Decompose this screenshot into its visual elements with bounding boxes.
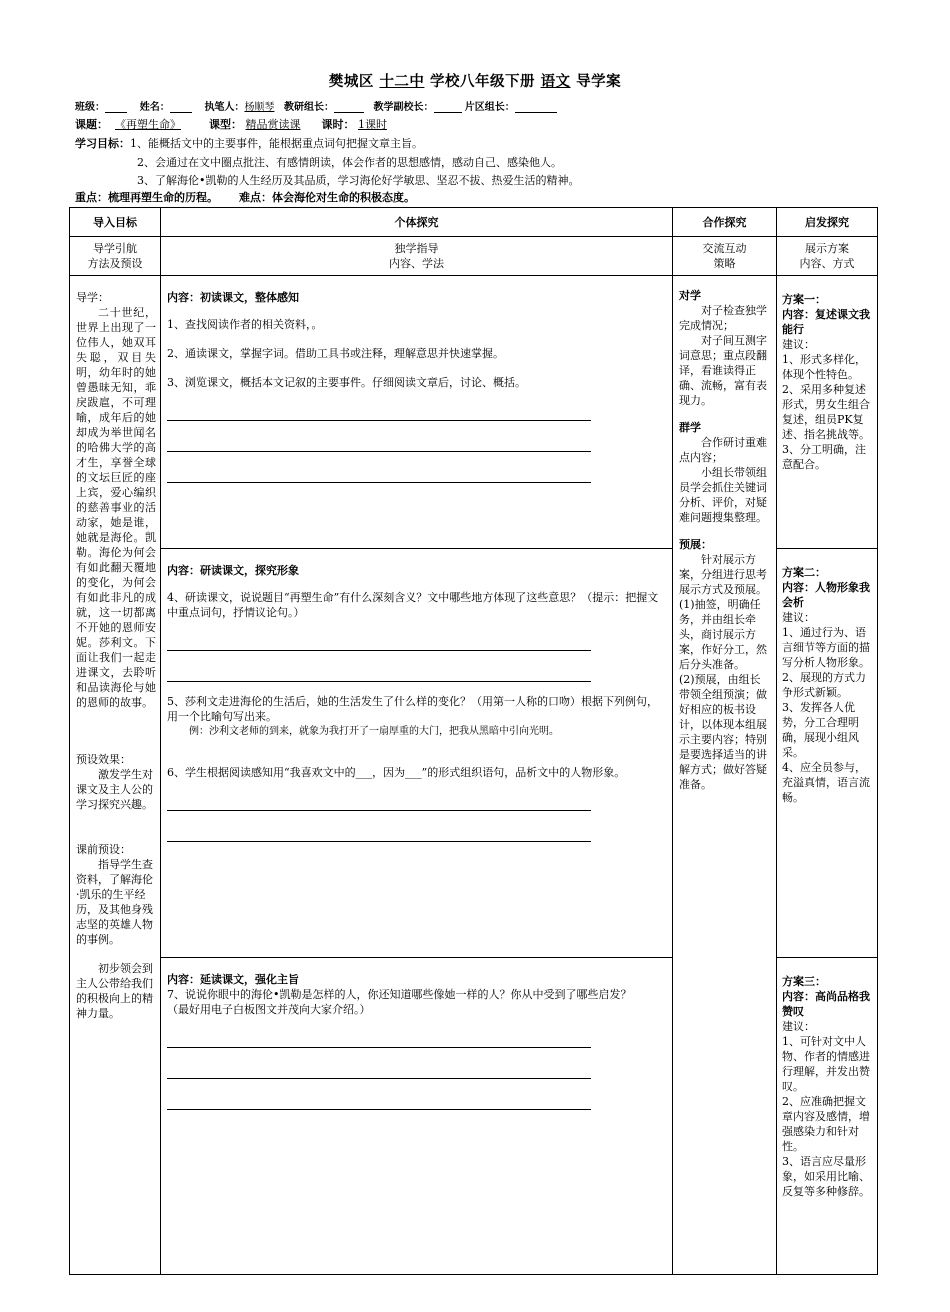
plan-3: 方案三： 内容：高尚品格我赞叹 建议： 1、可针对文中人物、作者的情感进行理解，并发出赞叹。 2、应准确把握文章内容及感情，增强感染力和针对性。 3、语言应尽量形象，如采用比喻、反复等多种修辞。 (777, 958, 878, 1275)
cooperative-column: 对学 对子检查独学完成情况； 对子间互测字词意思；重点段翻译，看谁读得正确、流畅，富有表现力。 群学 合作研讨重难点内容； 小组长带领组员学会抓住关键词分析、评价，对疑难问题搜集整理。 预展： 针对展示方案，分组进行思考展示方式及预展。 (1)抽签，明确任务，并由组长牵头，商讨展示方案，作好分工，然后分头准备。 (2)预展，由组长带领全组预演；做好相应的板书设计，以体现本组展示主要内容；特别是要选择适当的讲解方式；做好答疑准备。 (673, 276, 777, 1275)
section-2 (161, 549, 673, 958)
sub-header-3: 交流互动 策略 (673, 237, 777, 276)
answer-line[interactable] (167, 1017, 591, 1048)
answer-line[interactable] (167, 1048, 591, 1079)
focus-line: 重点：梳理再塑生命的历程。 难点：体会海伦对生命的积极态度。 (75, 191, 415, 204)
answer-line[interactable] (167, 1079, 591, 1110)
question-5: 5、莎利文走进海伦的生活后，她的生活发生了什么样的变化？（用第一人称的口吻）根据下列例句，用一个比喻句写出来。 (167, 695, 658, 723)
answer-line[interactable] (167, 811, 591, 842)
header-inspire: 启发探究 (777, 208, 878, 237)
header-cooperative: 合作探究 (673, 208, 777, 237)
answer-line[interactable] (167, 421, 591, 452)
question-7-note: （最好用电子白板图文并茂向大家介绍。） (167, 1003, 371, 1016)
example-sentence: 例：沙利文老师的到来，就象为我打开了一扇厚重的大门，把我从黑暗中引向光明。 (189, 726, 559, 737)
study-table (69, 207, 878, 1275)
answer-line[interactable] (167, 452, 591, 483)
info-line: 班级： 姓名： 执笔人：杨顺琴 教研组长： 教学副校长： 片区组长： (75, 98, 557, 113)
page-title: 樊城区 十二中 学校八年级下册 语文 导学案 (328, 73, 622, 90)
goals: 学习目标：1、能概括文中的主要事件，能根据重点词句把握文章主旨。 (75, 137, 423, 150)
section-1-title: 内容：初读课文，整体感知 (167, 291, 299, 304)
header-intro: 导入目标 (70, 208, 161, 237)
subject-name: 语文 (540, 73, 571, 90)
question-6: 6、学生根据阅读感知用“我喜欢文中的___，因为___”的形式组织语句，品析文中的人物形象。 (167, 766, 626, 779)
question-7: 7、说说你眼中的海伦•凯勒是怎样的人，你还知道哪些像她一样的人？你从中受到了哪些启发？ (167, 988, 632, 1001)
question-2: 2、通读课文，掌握字词。借助工具书或注释，理解意思并快速掌握。 (167, 347, 504, 360)
question-1: 1、查找阅读作者的相关资料，。 (167, 318, 323, 331)
section-3 (161, 958, 673, 1275)
answer-line[interactable] (167, 780, 591, 811)
sub-header-1: 导学引航 方法及预设 (70, 237, 161, 276)
goal-2: 2、会通过在文中圈点批注、有感情朗读，体会作者的思想感情，感动自己、感染他人。 (137, 156, 562, 169)
school-name: 十二中 (379, 73, 425, 90)
goal-3: 3、了解海伦•凯勒的人生经历及其品质，学习海伦好学敏思、坚忍不拔、热爱生活的精神。 (137, 174, 580, 187)
answer-line[interactable] (167, 390, 591, 421)
plan-1: 方案一： 内容：复述课文我能行 建议： 1、形式多样化，体现个性特色。 2、采用多种复述形式，男女生组合复述，组员PK复述、指名挑战等。 3、分工明确，注意配合。 (777, 276, 878, 549)
header-individual: 个体探究 (161, 208, 673, 237)
answer-line[interactable] (167, 620, 591, 651)
section-1 (161, 276, 673, 549)
sub-header-2: 独学指导 内容、学法 (161, 237, 673, 276)
intro-column: 导学： 二十世纪，世界上出现了一位伟人，她双耳失聪，双目失明，幼年时的她曾愚昧无知，乖戾跋扈，不可理喻，成年后的她却成为举世闻名的哈佛大学的高才生，享誉全球的文坛巨匠的座上宾，爱心编织的慈善事业的活动家，她是谁，她就是海伦。凯勒。海伦为何会有如此翻天覆地的变化，为何会有如此非凡的成就，这一切都离不开她的恩师安妮。莎利文。下面让我们一起走进课文，去聆听和品读海伦与她的恩师的故事。 预设效果： 激发学生对课文及主人公的学习探究兴趣。 课前预设： 指导学生查资料，了解海伦·凯乐的生平经历，及其他身残志坚的英雄人物的事例。 初步领会到主人公带给我们的积极向上的精神力量。 (70, 276, 161, 1275)
plan-2: 方案二： 内容：人物形象我会析 建议： 1、通过行为、语言细节等方面的描写分析人物形象。 2、展现的方式力争形式新颖。 3、发挥各人优势，分工合理明确，展现小组风采。 4、应全员参与，充溢真情，语言流畅。 (777, 549, 878, 958)
question-4: 4、研读课文，说说题目“再塑生命”有什么深刻含义？文中哪些地方体现了这些意思？（提示：把握文中重点词句，抒情议论句。） (167, 591, 659, 619)
answer-line[interactable] (167, 651, 591, 682)
question-3: 3、浏览课文，概括本文记叙的主要事件。仔细阅读文章后，讨论、概括。 (167, 376, 526, 389)
sub-header-4: 展示方案 内容、方式 (777, 237, 878, 276)
section-2-title: 内容：研读课文，探究形象 (167, 564, 299, 577)
lesson-line: 课题： 《再塑生命》 课型： 精品赏读课 课时： 1课时 (75, 118, 387, 131)
section-3-title: 内容：延读课文，强化主旨 (167, 973, 299, 986)
